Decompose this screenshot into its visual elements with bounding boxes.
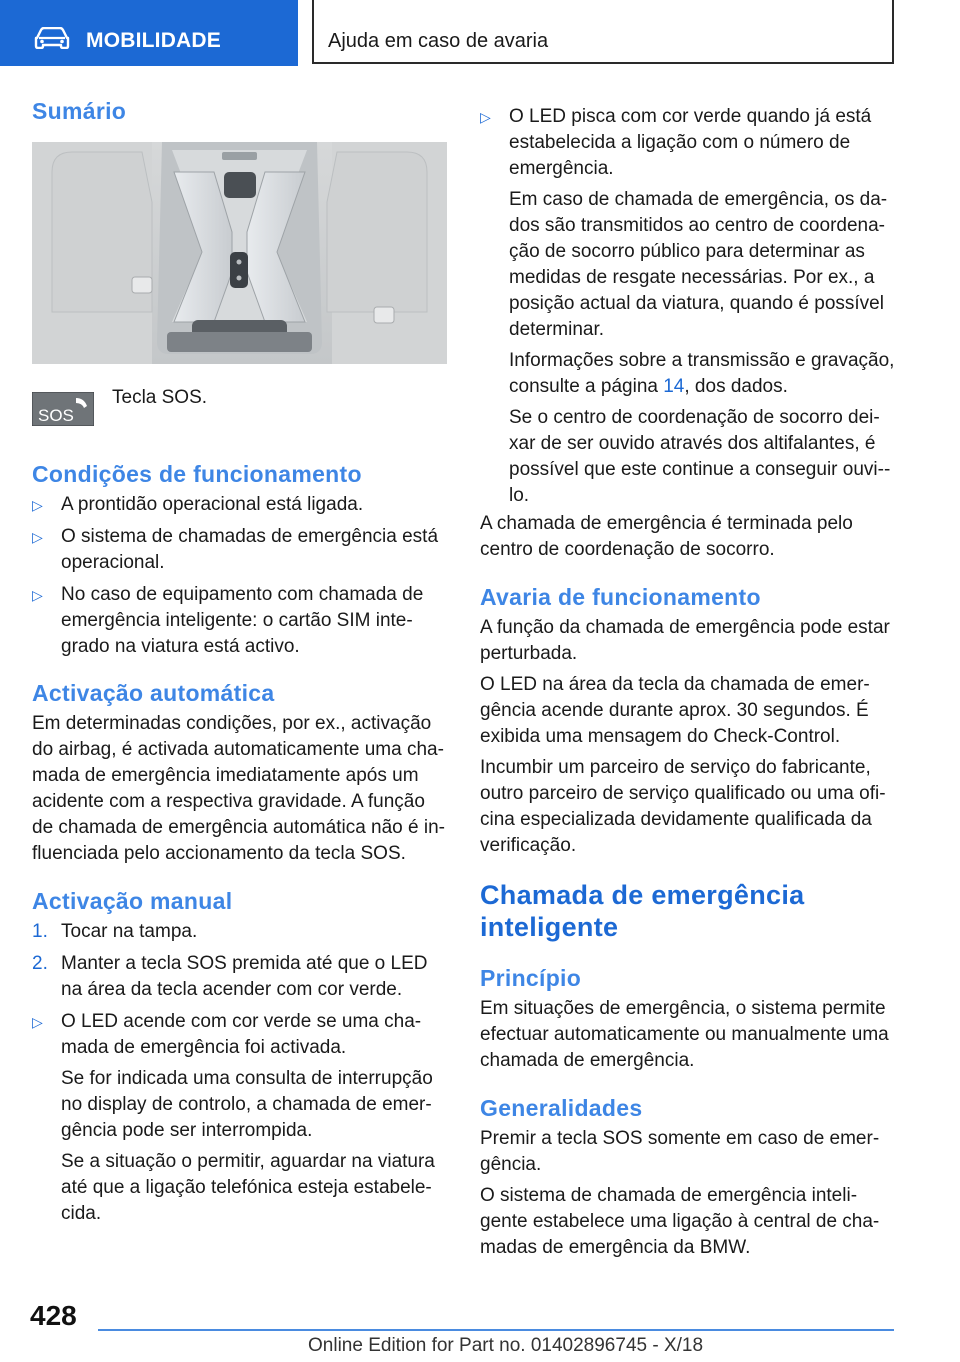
led-note: Se a situação o permitir, aguardar na viatura até que a ligação telefónica esteja estabele-cida. <box>61 1151 435 1224</box>
list-item <box>32 1009 447 1061</box>
step-text: Tocar na tampa. <box>61 921 198 942</box>
car-icon <box>34 27 70 49</box>
sos-caption: Tecla SOS. <box>112 387 208 408</box>
right-column <box>480 104 900 1261</box>
list-item <box>32 492 447 518</box>
general-text: Premir a tecla SOS somente em caso de emer-gência. <box>480 1128 880 1175</box>
conditions-heading: Condições de funcionamento <box>32 461 362 487</box>
led-note: Se for indicada uma consulta de interrupção no display de controlo, a chamada de emer-gência pode ser interrompida. <box>61 1068 433 1141</box>
principle-text: Em situações de emergência, o sistema permite efectuar automaticamente ou manualmente uma chamada de emergência. <box>480 998 889 1071</box>
edition-note: Online Edition for Part no. 01402896745 - X/18 <box>308 1335 704 1356</box>
condition-text: A prontidão operacional está ligada. <box>61 494 364 515</box>
auto-activation-text: Em determinadas condições, por ex., activação do airbag, é activada automaticamente uma cha-mada de emergência imediatamente após um acidente com a respectiva gravidade. A função de chamada de emergência automática não é in-fluenciada pelo accionamento da tecla SOS. <box>32 713 445 864</box>
condition-text: O sistema de chamadas de emergência está operacional. <box>61 526 439 573</box>
failure-text: Incumbir um parceiro de serviço do fabricante, outro parceiro de serviço qualificado ou uma ofi-cina especializada devidamente qualificada da verificação. <box>480 757 886 856</box>
page-link[interactable]: 14 <box>663 376 685 397</box>
condition-text: No caso de equipamento com chamada de emergência inteligente: o cartão SIM inte-grado na viatura está activo. <box>61 584 424 657</box>
triangle-bullet-icon: ▷ <box>32 1014 43 1030</box>
smart-call-heading: Chamada de emergência inteligente <box>480 880 805 942</box>
sos-key-legend <box>32 385 447 445</box>
sos-key-icon <box>32 392 94 426</box>
list-item <box>32 582 447 660</box>
manual-activation-heading: Activação manual <box>32 888 233 914</box>
step-item <box>32 951 447 1003</box>
summary-heading: Sumário <box>32 98 127 124</box>
step-item <box>32 919 447 945</box>
svg-text:SOS: SOS <box>38 406 74 425</box>
failure-text: A função da chamada de emergência pode estar perturbada. <box>480 617 890 664</box>
footer-rule <box>98 1329 894 1331</box>
failure-text: O LED na área da tecla da chamada de emer-gência acende durante aprox. 30 segundos. É exibida uma mensagem do Check-Control. <box>480 674 870 747</box>
triangle-bullet-icon: ▷ <box>32 529 43 545</box>
speaker-note: Se o centro de coordenação de socorro dei-xar de ser ouvido através dos altifalantes, é possível que este continue a conseguir ouvi--lo. <box>509 407 891 506</box>
section-tab <box>0 0 298 66</box>
led-bullet-text: O LED acende com cor verde se uma cha-mada de emergência foi activada. <box>61 1011 422 1058</box>
failure-heading: Avaria de funcionamento <box>480 584 761 610</box>
step-number: 1. <box>32 921 48 942</box>
reference-note: Informações sobre a transmissão e gravação, consulte a página 14, dos dados. <box>509 350 895 397</box>
principle-heading: Princípio <box>480 965 582 991</box>
page-header <box>0 0 960 66</box>
list-item <box>480 104 900 182</box>
blink-bullet-text: O LED pisca com cor verde quando já está estabelecida a ligação com o número de emergência. <box>509 106 872 179</box>
triangle-bullet-icon: ▷ <box>480 109 491 125</box>
triangle-bullet-icon: ▷ <box>32 497 43 513</box>
conditions-list <box>32 492 447 660</box>
chapter-title-box <box>312 0 894 64</box>
left-column <box>32 96 447 1227</box>
chapter-title: Ajuda em caso de avaria <box>328 30 549 52</box>
list-item <box>32 524 447 576</box>
manual-steps <box>32 919 447 1227</box>
triangle-bullet-icon: ▷ <box>32 587 43 603</box>
call-end-text: A chamada de emergência é terminada pelo centro de coordenação de socorro. <box>480 513 853 560</box>
roof-console-photo <box>32 142 447 364</box>
page-number: 428 <box>30 1300 77 1331</box>
data-transmission-note: Em caso de chamada de emergência, os da-dos são transmitidos ao centro de coordena-ção de socorro público para determinar as medidas de resgate necessárias. Por ex., a posição actual da viatura, quando é possível determinar. <box>509 189 888 340</box>
section-category: MOBILIDADE <box>86 29 221 52</box>
general-text: O sistema de chamada de emergência inteli-gente estabelece uma ligação à central de cha-madas de emergência da BMW. <box>480 1185 880 1258</box>
step-text: Manter a tecla SOS premida até que o LED na área da tecla acender com cor verde. <box>61 953 428 1000</box>
step-number: 2. <box>32 953 48 974</box>
general-heading: Generalidades <box>480 1095 643 1121</box>
auto-activation-heading: Activação automática <box>32 680 275 706</box>
